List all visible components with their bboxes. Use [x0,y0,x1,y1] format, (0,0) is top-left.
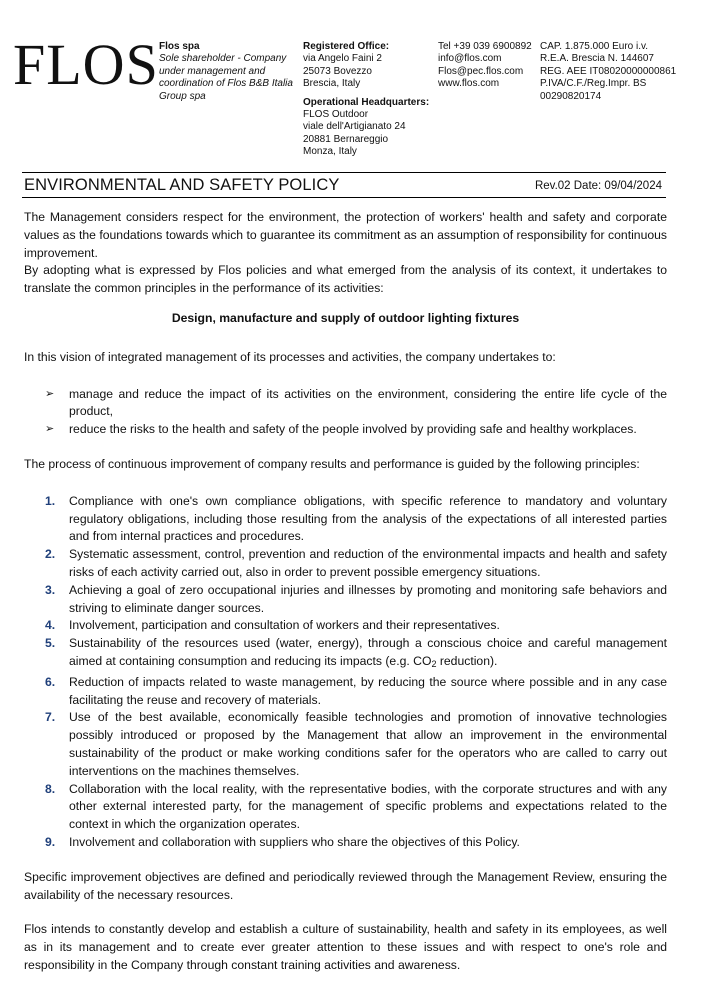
list-number: 6. [45,674,56,689]
list-item [24,386,667,422]
intro-paragraph: By adopting what is expressed by Flos policies and what emerged from the analysis of its context, it undertakes to translate the common principles in the performance of its activities: [24,263,667,296]
company-info [159,41,301,103]
principles-list [24,493,667,852]
list-item-text: Collaboration with the local reality, with the representative bodies, with the corporate structures and with any other external interested party, for the management of specific problems and expectations related to the context in which the organization operates. [69,781,667,832]
list-item [24,617,667,635]
website: www.flos.com [438,78,500,90]
list-number: 8. [45,781,56,796]
list-item [24,674,667,710]
registered-office-label: Registered Office: [303,41,390,52]
list-item-text: Compliance with one's own compliance obligations, with specific reference to mandatory and voluntary regulatory obligations, including those resulting from the analysis of the expectations of all interested parties and from internal practices and procedures. [69,493,667,544]
legal-line: REG. AEE IT08020000000861 [540,65,677,77]
revision-date: Rev.02 Date: 09/04/2024 [534,180,662,192]
list-item-text-part: Sustainability of the resources used (water, energy), through a conscious choice and careful management aimed at containing consumption and reducing its impacts (e.g. CO [69,636,667,668]
list-item [24,421,667,439]
vision-paragraph: In this vision of integrated management of its processes and activities, the company undertakes to: [24,349,556,364]
legal-line: R.E.A. Brescia N. 144607 [540,53,654,65]
operational-hq-line: Monza, Italy [303,146,357,158]
arrow-bullet-icon: ➢ [45,387,55,400]
list-number: 3. [45,582,56,597]
policy-body [24,209,667,975]
scope-heading: Design, manufacture and supply of outdoor lighting fixtures [171,310,520,325]
registered-office-line: via Angelo Faini 2 [303,53,382,65]
legal-line: P.IVA/C.F./Reg.Impr. BS [540,78,647,90]
operational-hq-line: 20881 Bernareggio [303,133,389,145]
list-number: 7. [45,710,56,725]
pec-email: Flos@pec.flos.com [438,65,524,77]
operational-hq-line: FLOS Outdoor [303,109,369,121]
list-item-text: Systematic assessment, control, prevention and reduction of the environmental impacts and health and safety risks of each activity carried out, also in order to prevent possible emergency situations. [69,547,667,579]
list-number: 5. [45,636,56,651]
list-item-text [69,636,667,668]
list-item-text: Achieving a goal of zero occupational injuries and illnesses by promoting and monitoring safe behaviors and striving to eliminate danger sources. [69,582,667,615]
commitment-list [24,386,667,439]
list-item [24,493,667,546]
company-name: Flos spa [159,41,200,52]
list-item-text: Involvement and collaboration with suppliers who share the objectives of this Policy. [69,834,520,849]
operational-hq-label: Operational Headquarters: [303,96,430,108]
list-number: 1. [45,493,56,508]
page-title: ENVIRONMENTAL AND SAFETY POLICY [24,176,340,194]
legal-line: CAP. 1.875.000 Euro i.v. [540,41,649,52]
list-item-text: Involvement, participation and consultation of workers and their representatives. [69,618,500,633]
list-item-text: Use of the best available, economically feasible technologies and promotion of innovative technologies possibly introduced or proposed by the Management that allow an improvement in the environmental sustainability of the product or make working conditions safer for the operators who are called to carry out interventions on the machines themselves. [69,710,667,778]
list-item [24,709,667,780]
list-item-text-part: reduction). [436,653,498,668]
phone: Tel +39 039 6900892 [438,41,532,52]
list-item-text: manage and reduce the impact of its activities on the environment, considering the entire life cycle of the product, [69,386,667,419]
company-desc-line: coordination of Flos B&B Italia [159,78,293,90]
intro-paragraph: The Management considers respect for the environment, the protection of workers' health and safety and corporate values as the foundations towards which to guarantee its commitment as an assumption of responsibility for continuous improvement. [24,210,667,260]
culture-paragraph: Flos intends to constantly develop and establish a culture of sustainability, health and safety in its employees, as well as in its management and to create ever greater attention to these issues and with respect to one's role and responsibility in the Company through constant training activities and awareness. [24,922,667,972]
flos-logo: FLOS [13,32,159,97]
legal-info [540,41,700,103]
list-item [24,781,667,834]
registered-office-line: 25073 Bovezzo [303,65,372,77]
objectives-paragraph: Specific improvement objectives are defined and periodically reviewed through the Management Review, ensuring the availability of the necessary resources. [24,869,667,902]
list-item [24,546,667,582]
list-item [24,635,667,674]
legal-line: 00290820174 [540,90,602,102]
subscript: 2 [431,658,437,669]
contacts [438,41,538,91]
list-item [24,834,667,852]
list-item-text: reduce the risks to the health and safety of the people involved by providing safe and healthy workplaces. [69,422,637,437]
office-addresses [303,41,438,159]
title-bar [22,172,666,198]
operational-hq-line: viale dell'Artigianato 24 [303,121,406,133]
email: info@flos.com [438,53,502,65]
company-desc-line: under management and [159,65,266,77]
registered-office-line: Brescia, Italy [303,78,361,90]
company-desc-line: Sole shareholder - Company [159,53,287,65]
list-number: 2. [45,547,56,562]
arrow-bullet-icon: ➢ [45,423,55,436]
list-number: 4. [45,618,56,633]
list-number: 9. [45,834,56,849]
principles-intro: The process of continuous improvement of company results and performance is guided by the following principles: [24,456,640,471]
company-desc-line: Group spa [159,90,206,102]
list-item-text: Reduction of impacts related to waste management, by reducing the source where possible and in any case facilitating the reuse and recovery of materials. [69,674,667,707]
list-item [24,582,667,618]
